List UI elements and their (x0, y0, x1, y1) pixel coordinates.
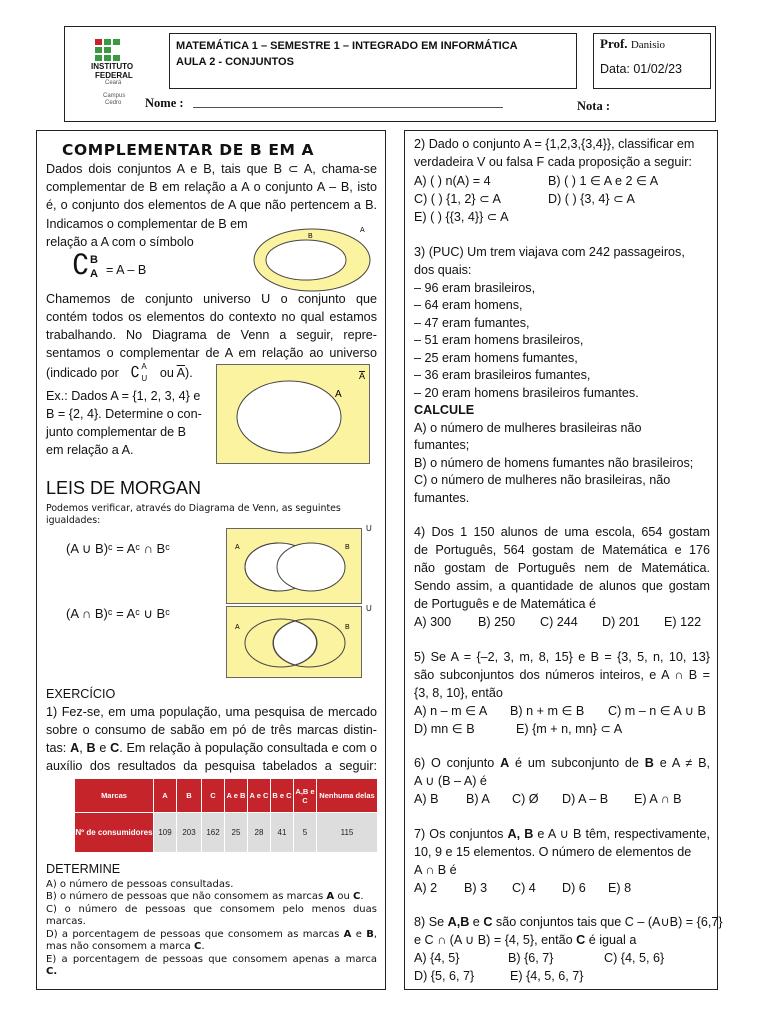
q5-l2: são subconjuntos dos números inteiros, e A ∩ B = (414, 668, 710, 682)
header-frame (64, 26, 716, 122)
logo-text-1: INSTITUTO (91, 62, 134, 71)
complement-symbol (72, 248, 162, 284)
determine-a: A) o número de pessoas consultadas. (46, 879, 234, 890)
determine-d: D) a porcentagem de pessoas que consomem as marcas A e B, (46, 929, 377, 940)
nome-label: Nome : (145, 96, 184, 110)
cell-a: 109 (154, 813, 177, 853)
th-c: C (202, 779, 225, 813)
venn4-label-b: B (345, 624, 350, 631)
q8-opt-b[interactable]: B) {6, 7} (508, 951, 554, 965)
q3-l2: dos quais: (414, 263, 472, 277)
q5-opt-b[interactable]: B) n + m ∈ B (510, 704, 585, 718)
title-box (169, 33, 577, 89)
nome-field[interactable] (193, 107, 503, 108)
calcule-heading: CALCULE (414, 403, 475, 417)
prof-name: Danisio (630, 39, 666, 51)
complement-title: COMPLEMENTAR DE B EM A (62, 141, 315, 159)
q2-opt-c[interactable]: C) ( ) {1, 2} ⊂ A (414, 192, 501, 206)
universe-p-l4: sentamos o complementar de A em relação ao universo (46, 346, 377, 360)
q6-opt-e[interactable]: E) A ∩ B (634, 792, 682, 806)
morgan-intro-l2: igualdades: (46, 515, 101, 526)
determine-heading: DETERMINE (46, 862, 121, 876)
universe-p-l1: Chamemos de conjunto universo U o conjunto que (46, 292, 377, 306)
morgan-law-2: (A ∩ B)ᶜ = Aᶜ ∪ Bᶜ (66, 606, 170, 621)
morgan-title: LEIS DE MORGAN (46, 478, 202, 498)
q6-opt-a[interactable]: A) B (414, 792, 439, 806)
q8-opt-c[interactable]: C) {4, 5, 6} (604, 951, 665, 965)
q4-l4: Sendo assim, a quantidade de alunos que gostam (414, 579, 710, 593)
cell-nenhuma: 115 (317, 813, 378, 853)
cell-bc: 41 (271, 813, 294, 853)
complement-c-glyph: ∁ (72, 248, 90, 281)
q1-l3: tas: A, B e C. Em relação à população consultada e com o (46, 741, 377, 755)
venn-intersection-complement (226, 606, 362, 678)
q7-opt-a[interactable]: A) 2 (414, 881, 438, 895)
cell-c: 162 (202, 813, 225, 853)
q3-l6: – 51 eram homens brasileiros, (414, 333, 584, 347)
venn1-label-b: B (308, 233, 313, 240)
q6-l2: A ∪ (B – A) é (414, 774, 487, 788)
determine-d2: mas não consomem a marca C. (46, 941, 205, 952)
determine-b: B) o número de pessoas que não consomem as marcas A ou C. (46, 891, 364, 902)
logo-text-3: Ceará (105, 80, 122, 86)
q4-opt-c[interactable]: C) 244 (540, 615, 578, 629)
complement-sub: A (90, 268, 98, 280)
complement-p1-l5: relação a A com o símbolo (46, 235, 194, 249)
q3-l1: 3) (PUC) Um trem viajava com 242 passageiros, (414, 245, 685, 259)
q8-opt-e[interactable]: E) {4, 5, 6, 7} (510, 969, 584, 983)
q7-l3: A ∩ B é (414, 863, 457, 877)
universe-p-l3: trabalhando. No Diagrama de Venn a seguir, repre- (46, 328, 377, 342)
venn1-label-a: A (360, 227, 365, 234)
logo-text-5: Cedro (105, 100, 122, 106)
complement-eq: = A – B (106, 263, 147, 277)
q2-l2: verdadeira V ou falsa F cada proposição a seguir: (414, 155, 692, 169)
q3-item-a2: fumantes; (414, 438, 470, 452)
universe-p-l2: contém todos os elementos do contexto no qual estamos (46, 310, 377, 324)
q4-l1: 4) Dos 1 150 alunos de uma escola, 654 gostam (414, 525, 710, 539)
universe-p-l5: (indicado por ∁ A U ou $\overline{A}$). (46, 362, 193, 383)
complement-p1-l2: complementar de B em relação a A o conjunto A – B, isto (46, 180, 377, 194)
q4-opt-d[interactable]: D) 201 (602, 615, 640, 629)
morgan-law-1: (A ∪ B)ᶜ = Aᶜ ∩ Bᶜ (66, 541, 170, 556)
brands-table (74, 778, 378, 853)
prof-box (593, 33, 711, 89)
q4-l3: não gostam de Português nem de Matemática. (414, 561, 710, 575)
cell-ab: 25 (225, 813, 248, 853)
lesson-title: AULA 2 - CONJUNTOS (176, 56, 294, 68)
determine-c2: marcas. (46, 916, 86, 927)
prof-label: Prof. (600, 36, 628, 51)
q2-opt-a[interactable]: A) ( ) n(A) = 4 (414, 174, 491, 188)
q8-opt-a[interactable]: A) {4, 5} (414, 951, 460, 965)
cell-b: 203 (177, 813, 202, 853)
q5-opt-a[interactable]: A) n – m ∈ A (414, 704, 488, 718)
venn3-label-a: A (235, 544, 240, 551)
q2-l1: 2) Dado o conjunto A = {1,2,3,{3,4}}, classificar em (414, 137, 695, 151)
q6-opt-c[interactable]: C) Ø (512, 792, 539, 806)
q4-l5: de Português e de Matemática é (414, 597, 597, 611)
th-abc: A,B e C (294, 779, 317, 813)
q3-l9: – 20 eram homens brasileiros fumantes. (414, 386, 639, 400)
q2-opt-b[interactable]: B) ( ) 1 ∈ A e 2 ∈ A (548, 174, 659, 188)
determine-e2: C. (46, 966, 58, 977)
q1-l1: 1) Fez-se, em uma população, uma pesquisa de mercado (46, 705, 377, 719)
q5-l3: {3, 8, 10}, então (414, 686, 503, 700)
venn4-label-a: A (235, 624, 240, 631)
q1-l2: sobre o consumo de sabão em pó de três marcas distin- (46, 723, 377, 737)
q6-opt-b[interactable]: B) A (466, 792, 490, 806)
complement-p1-l1: Dados dois conjuntos A e B, tais que B ⊂ A, chama-se (46, 162, 377, 176)
q8-l2: e C ∩ (A ∪ B) = {4, 5}, então C é igual a (414, 933, 637, 947)
venn3-label-b: B (345, 544, 350, 551)
venn-union-complement (226, 528, 362, 604)
q3-l7: – 25 eram homens fumantes, (414, 351, 578, 365)
nota-label: Nota : (577, 99, 610, 113)
row-label: Nº de consumidores (75, 813, 154, 853)
q3-l5: – 47 eram fumantes, (414, 316, 530, 330)
q5-opt-e[interactable]: E) {m + n, mn} ⊂ A (516, 722, 623, 736)
q3-l4: – 64 eram homens, (414, 298, 523, 312)
th-ac: A e C (248, 779, 271, 813)
q1-l4: auxílio dos resultados da pesquisa tabelados a seguir: (46, 759, 377, 773)
th-nenhuma: Nenhuma delas (317, 779, 378, 813)
q5-l1: 5) Se A = {–2, 3, m, 8, 15} e B = {3, 5, n, 10, 13} (414, 650, 710, 664)
q3-item-c2: fumantes. (414, 491, 470, 505)
q7-l1: 7) Os conjuntos A, B e A ∪ B têm, respectivamente, (414, 827, 710, 841)
q3-l3: – 96 eram brasileiros, (414, 281, 536, 295)
q7-opt-d[interactable]: D) 6 (562, 881, 586, 895)
determine-e: E) a porcentagem de pessoas que consomem apenas a marca (46, 954, 377, 965)
q3-l8: – 36 eram brasileiros fumantes, (414, 368, 591, 382)
venn-complement-a (216, 364, 370, 464)
logo-text-4: Campus (103, 93, 126, 99)
complement-p1-l4: Indicamos o complementar de B em (46, 217, 248, 231)
cell-abc: 5 (294, 813, 317, 853)
q2-opt-e[interactable]: E) ( ) {{3, 4}} ⊂ A (414, 210, 509, 224)
q4-l2: de Português, 564 gostam de Matemática e 176 (414, 543, 710, 557)
example-l3: junto complementar de B (46, 425, 187, 439)
q5-opt-c[interactable]: C) m – n ∈ A ∪ B (608, 704, 706, 718)
example-l1: Ex.: Dados A = {1, 2, 3, 4} e (46, 389, 201, 403)
morgan-intro-l1: Podemos verificar, através do Diagrama de Venn, as seguintes (46, 503, 341, 514)
q6-l1: 6) O conjunto A é um subconjunto de B e A ≠ B, (414, 756, 711, 770)
q5-opt-d[interactable]: D) mn ∈ B (414, 722, 475, 736)
q4-opt-b[interactable]: B) 250 (478, 615, 516, 629)
th-bc: B e C (271, 779, 294, 813)
venn-b-in-a (250, 222, 380, 294)
venn2-label-a: A (335, 389, 342, 400)
q3-item-a1: A) o número de mulheres brasileiras não (414, 421, 642, 435)
venn2-label-abar: A (359, 371, 366, 381)
course-title: MATEMÁTICA 1 – SEMESTRE 1 – INTEGRADO EM INFORMÁTICA (176, 40, 518, 52)
q8-opt-d[interactable]: D) {5, 6, 7} (414, 969, 475, 983)
determine-c: C) o número de pessoas que consomem pelo menos duas (46, 904, 377, 915)
q7-l2: 10, 9 e 15 elementos. O número de elementos de (414, 845, 692, 859)
th-a: A (154, 779, 177, 813)
th-ab: A e B (225, 779, 248, 813)
exercise-heading: EXERCÍCIO (46, 687, 116, 701)
q7-opt-e[interactable]: E) 8 (608, 881, 632, 895)
th-b: B (177, 779, 202, 813)
example-l4: em relação a A. (46, 443, 134, 457)
q4-opt-a[interactable]: A) 300 (414, 615, 452, 629)
venn3-label-u: U (366, 524, 372, 533)
q6-opt-d[interactable]: D) A – B (562, 792, 609, 806)
logo-grid-icon (95, 39, 121, 61)
q7-opt-c[interactable]: C) 4 (512, 881, 536, 895)
q7-opt-b[interactable]: B) 3 (464, 881, 488, 895)
q8-l1: 8) Se A,B e C são conjuntos tais que C – (A∪B) = {6,7} (414, 915, 723, 929)
logo-text-2: FEDERAL (95, 71, 133, 80)
complement-p1-l3: é, o conjunto dos elementos de A que não pertencem a B. (46, 198, 377, 212)
q4-opt-e[interactable]: E) 122 (664, 615, 702, 629)
example-l2: B = {2, 4}. Determine o con- (46, 407, 202, 421)
cell-ac: 28 (248, 813, 271, 853)
q3-item-c1: C) o número de mulheres não brasileiras, não (414, 473, 671, 487)
venn4-label-u: U (366, 604, 372, 613)
q3-item-b: B) o número de homens fumantes não brasileiros; (414, 456, 694, 470)
date-text: Data: 01/02/23 (600, 62, 683, 76)
complement-sup: B (90, 254, 98, 266)
th-marcas: Marcas (75, 779, 154, 813)
q2-opt-d[interactable]: D) ( ) {3, 4} ⊂ A (548, 192, 635, 206)
